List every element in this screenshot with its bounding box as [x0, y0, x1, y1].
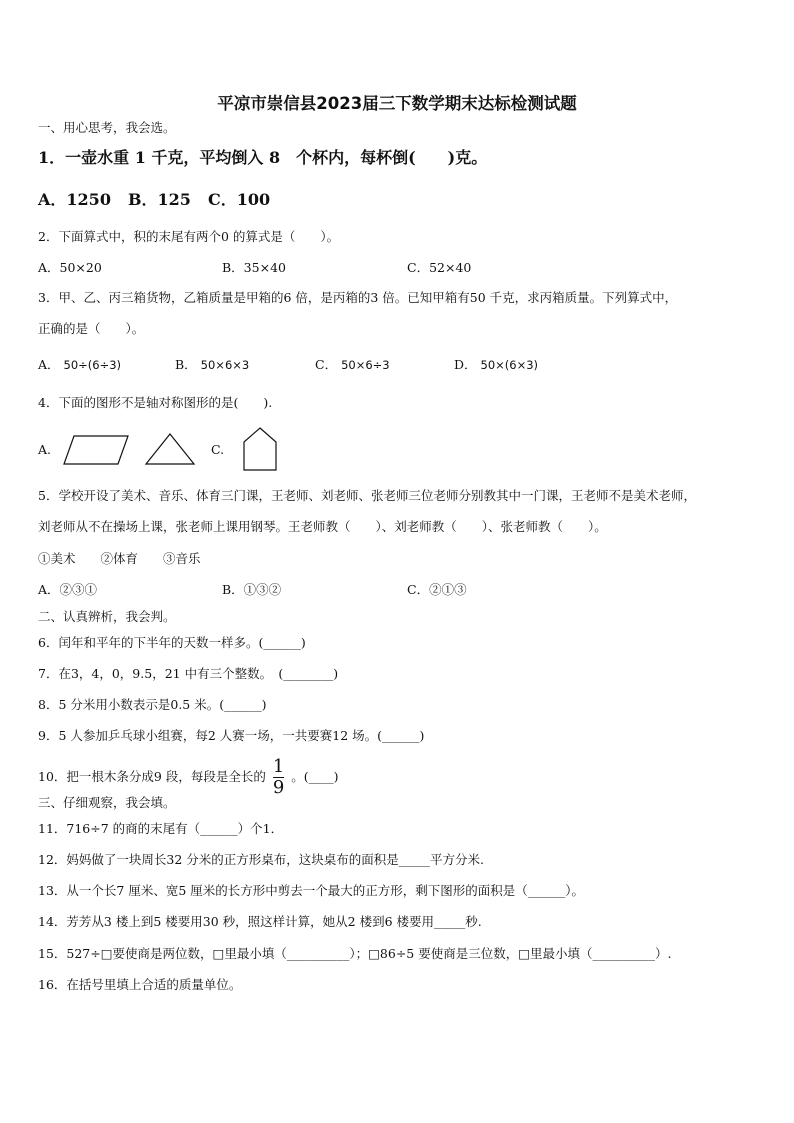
option-c — [315, 359, 390, 372]
option-label: B． — [175, 357, 197, 372]
option-label: D． — [454, 357, 477, 372]
page-title: 平凉市崇信县2023届三下数学期末达标检测试题 — [217, 94, 577, 113]
question-12: 12．妈妈做了一块周长32 分米的正方形桌布，这块桌布的面积是_____平方分米. — [38, 852, 485, 867]
option-d — [454, 359, 538, 372]
option-a: A．1250 — [38, 190, 111, 209]
option-expression: 50×6÷3 — [341, 358, 390, 372]
option-c: C．100 — [208, 190, 271, 209]
triangle-figure — [144, 432, 196, 466]
question-7: 7．在3，4，0，9.5，21 中有三个整数。 (________) — [38, 666, 339, 681]
question-5-line-2: 刘老师从不在操场上课，张老师上课用钢琴。王老师教（ ）、刘老师教（ ）、张老师教（ ）。 — [38, 519, 607, 534]
option-b: B．①③② — [222, 582, 282, 597]
section-heading: 二、认真辨析，我会判。 — [38, 609, 176, 624]
question-16: 16．在括号里填上合适的质量单位。 — [38, 977, 242, 992]
pentagon-house-figure — [242, 426, 280, 472]
parallelogram-figure — [62, 434, 130, 466]
question-5-choices: ①美术 ②体育 ③音乐 — [38, 551, 201, 566]
question-6: 6．闰年和平年的下半年的天数一样多。(______) — [38, 635, 306, 650]
option-a: A．②③① — [38, 582, 98, 597]
option-b: B．125 — [128, 190, 191, 209]
option-expression: 50×(6×3) — [480, 358, 539, 372]
question-14: 14．芳芳从3 楼上到5 楼要用30 秒，照这样计算，她从2 楼到6 楼要用_____秒. — [38, 914, 482, 929]
question-9: 9．5 人参加乒乓球小组赛，每2 人赛一场，一共要赛12 场。(______) — [38, 728, 425, 743]
question-10 — [38, 758, 339, 797]
option-label: C． — [315, 357, 338, 372]
section-heading: 三、仔细观察，我会填。 — [38, 795, 176, 810]
question-3-line-1: 3．甲、乙、丙三箱货物，乙箱质量是甲箱的6 倍，是丙箱的3 倍。已知甲箱有50 千克，求丙箱质量。下列算式中， — [38, 290, 678, 305]
option-a: A．50×20 — [38, 260, 102, 275]
option-expression: 50×6×3 — [200, 358, 250, 372]
option-c: C. — [211, 442, 225, 457]
question-11: 11．716÷7 的商的末尾有（______）个1． — [38, 821, 284, 836]
question-15: 15．527÷□要使商是两位数，□里最小填（__________）；□86÷5 要使商是三位数，□里最小填（__________）. — [38, 946, 672, 961]
question-4: 4．下面的图形不是轴对称图形的是( ). — [38, 395, 273, 410]
question-8: 8．5 分米用小数表示是0.5 米。(______) — [38, 697, 267, 712]
question-10-text: 10．把一根木条分成9 段，每段是全长的 — [38, 769, 266, 784]
question-13: 13．从一个长7 厘米、宽5 厘米的长方形中剪去一个最大的正方形，剩下图形的面积是（______）。 — [38, 883, 585, 898]
option-a: A. — [38, 442, 52, 457]
option-c: C．②①③ — [407, 582, 467, 597]
fraction-numerator: 1 — [272, 756, 285, 777]
fraction — [273, 758, 284, 797]
question-5-line-1: 5．学校开设了美术、音乐、体育三门课，王老师、刘老师、张老师三位老师分别教其中一门课，王老师不是美术老师， — [38, 488, 696, 503]
option-b: B．35×40 — [222, 260, 286, 275]
question-10-answer: 。(____) — [291, 769, 339, 784]
fraction-denominator: 9 — [272, 777, 285, 798]
section-heading: 一、用心思考，我会选。 — [38, 120, 176, 135]
question-3-line-2: 正确的是（ ）。 — [38, 321, 145, 336]
option-b — [175, 359, 249, 372]
question-2: 2．下面算式中，积的末尾有两个0 的算式是（ ）。 — [38, 229, 340, 244]
option-label: A． — [38, 357, 60, 372]
option-c: C．52×40 — [407, 260, 472, 275]
option-expression: 50÷(6÷3) — [63, 358, 122, 372]
option-a — [38, 359, 121, 372]
question-1: 1．一壶水重 1 千克，平均倒入 8 个杯内，每杯倒( )克。 — [38, 148, 488, 167]
